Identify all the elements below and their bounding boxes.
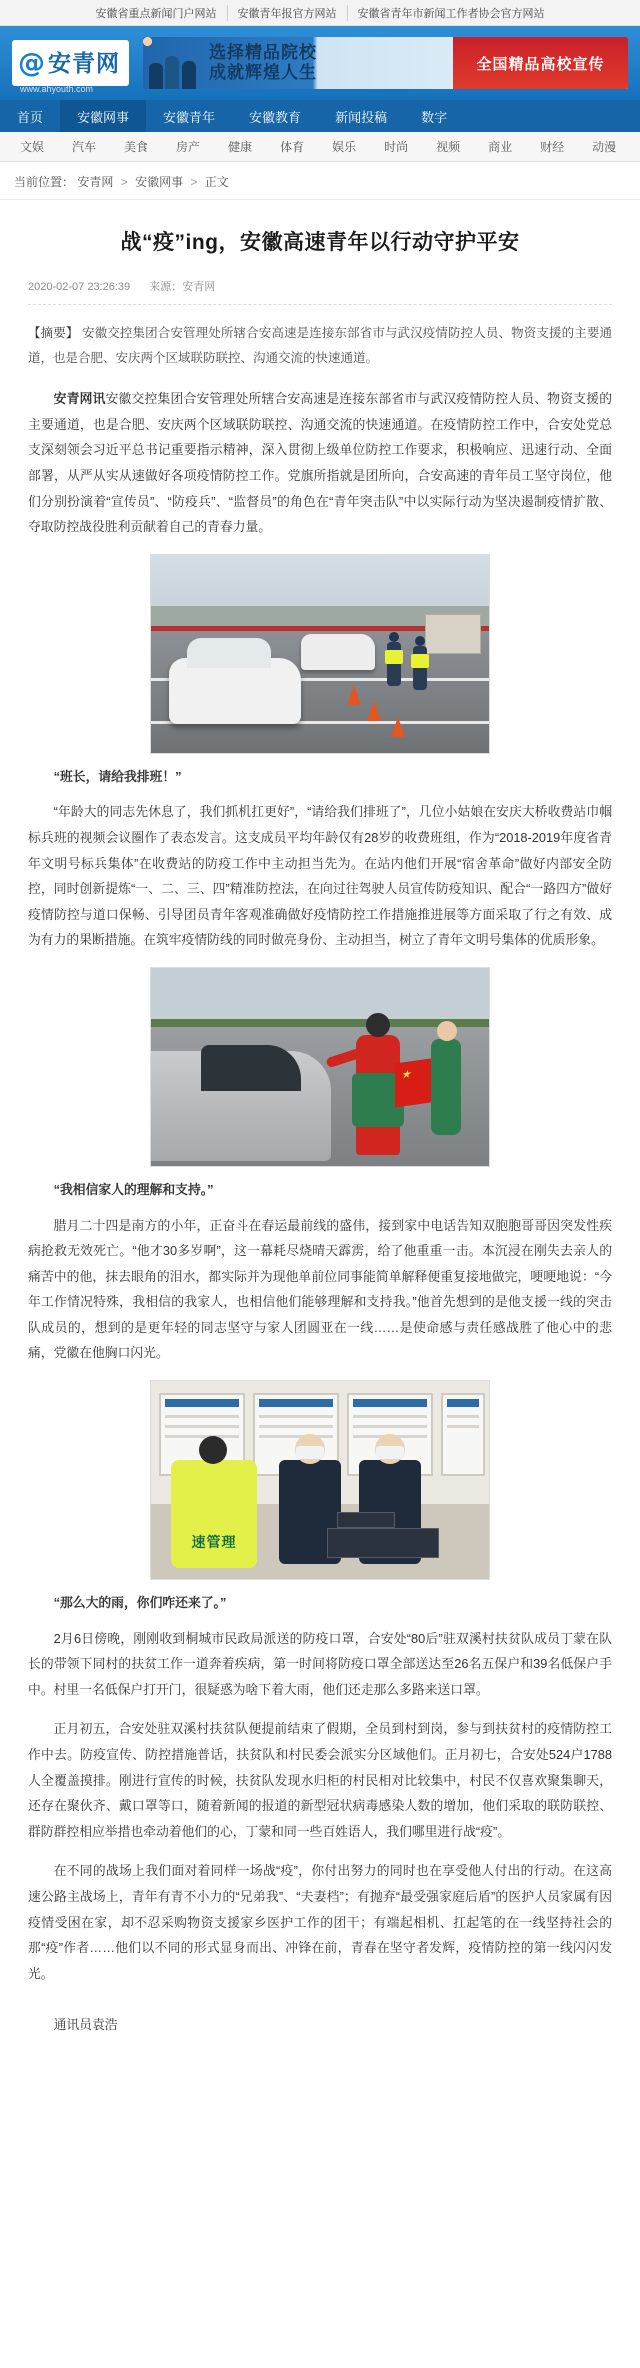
- paragraph-text: “年龄大的同志先休息了，我们抓机扛更好”，“请给我们排班了”，几位小姑娘在安庆大桥收费站巾帼标兵班的视频会议圈作了表态发言。这支成员平均年龄仅有28岁的收费班组，作为“2018-2019年度省青年文明号标兵集体”在收费站的防疫工作中主动担当先为。在站内他们开展“宿舍革命”做好内部安全防控，同时创新提炼“一、二、三、四”精准防控法，在向过往驾驶人员宣传防疫知识、配合“一路四方”做好疫情防控与道口保畅、引导团员青年客观准确做好疫情防控工作措施推进展等方面采取了行之有效、成为有力的果断措施。在筑牢疫情防线的同时做亮身份、主动担当，树立了青年文明号集体的优质形象。: [28, 804, 612, 948]
- paragraph-3: [28, 1626, 612, 1703]
- abstract-tag: 【摘要】: [28, 326, 79, 341]
- article-meta: [28, 278, 612, 305]
- subnav-item-4[interactable]: 健康: [228, 140, 253, 154]
- article-source: 来源：安青网: [149, 281, 216, 294]
- subnav-item-0[interactable]: 文娱: [20, 140, 45, 154]
- subnav-item-11[interactable]: 动漫: [592, 140, 617, 154]
- figure-toll-plaza-inspection: [150, 554, 490, 754]
- subnav-item-3[interactable]: 房产: [176, 140, 201, 154]
- abstract-text: 安徽交控集团合安管理处所辖合安高速是连接东部省市与武汉疫情防控人员、物资支援的主要通道，也是合肥、安庆两个区域联防联控、沟通交流的快速通道。: [28, 326, 612, 365]
- pull-quote-2: “那么大的雨，你们咋还来了。”: [53, 1595, 227, 1611]
- secondary-nav: [0, 132, 640, 162]
- paragraph-text: 2月6日傍晚，刚刚收到桐城市民政局派送的防疫口罩，合安处“80后”驻双溪村扶贫队成员丁蒙在队长的带领下同村的扶贫工作一道奔着疾病，第一时间将防疫口罩全部送达至26名五保户和39名低保户手中。村里一名低保户打开门，很疑惑为啥下着大雨，他们还走那么多路来送口罩。: [28, 1630, 612, 1697]
- subnav-item-1[interactable]: 汽车: [72, 140, 97, 154]
- top-strip-link-1[interactable]: 安徽青年报官方网站: [227, 5, 347, 21]
- primary-nav: [0, 100, 640, 132]
- paragraph-text: 安徽交控集团合安管理处所辖合安高速是连接东部省市与武汉疫情防控人员、物资支援的主要通道，也是合肥、安庆两个区域联防联控、沟通交流的快速通道。在疫情防控工作中，合安处党总支深刻领会习近平总书记重要指示精神，深入贯彻上级单位防控工作要求，积极响应、迅速行动、全面部署，从严从实从速做好各项疫情防控工作。党旗所指就是团所向，合安高速的青年员工坚守岗位，他们分别扮演着“宣传员”、“防疫兵”、“监督员”的角色在“青年突击队”中以实际行动为坚决遏制疫情扩散、夺取防控战役胜利贡献着自己的青春力量。: [28, 391, 613, 535]
- paragraph-text: 腊月二十四是南方的小年，正奋斗在春运最前线的盛伟，接到家中电话告知双胞胞哥哥因突发性疾病抢救无效死亡。“他才30多岁啊”，这一幕耗尽烧晴天霹雳，给了他重重一击。本沉浸在刚失去亲人的痛苦中的他，抹去眼角的泪水，都实际并为现他单前位同事能简单解释便重复接地做完，哽哽地说：“今年工作情况特殊，我相信的我家人，也相信他们能够理解和支持我。”他首先想到的是他支援一线的突击队成员的，想到的是更年轻的同志坚守与家人团圆亚在一线……是使命感与责任感战胜了他心中的悲痛，党徽在他胸口闪光。: [28, 1217, 612, 1361]
- banner-slogan-line2: 成就辉煌人生: [209, 63, 317, 82]
- subnav-item-6[interactable]: 娱乐: [332, 140, 357, 154]
- nav-item-anhui-education[interactable]: 安徽教育: [249, 109, 302, 125]
- nav-item-home[interactable]: 首页: [17, 109, 44, 125]
- top-strip-link-0[interactable]: 安徽省重点新闻门户网站: [95, 7, 217, 20]
- at-sign-icon: @: [18, 47, 45, 79]
- article-body: [0, 200, 640, 2010]
- pull-quote-0: “班长，请给我排班！”: [53, 768, 182, 784]
- breadcrumb-label: 当前位置：: [14, 175, 75, 189]
- banner-people-illustration: [143, 37, 205, 89]
- article-signature: 通讯员袁浩: [53, 2017, 118, 2033]
- figure-volunteer-temperature-check: ★: [150, 967, 490, 1167]
- site-logo[interactable]: [12, 40, 129, 86]
- nav-item-anhui-news[interactable]: 安徽网事: [60, 100, 146, 132]
- paragraph-text: 正月初五，合安处驻双溪村扶贫队便提前结束了假期，全员到村到岗，参与到扶贫村的疫情防控工作中去。防疫宣传、防控措施普话，扶贫队和村民委会派实分区域他们。正月初七，合安处524户1788人全覆盖摸排。刚进行宣传的时候，扶贫队发现水归柜的村民相对比较集中，村民不仅喜欢聚集聊天，还存在聚伙齐、戴口罩等口，随着新闻的报道的新型冠状病毒感染人数的增加，他们采取的联防联控、群防群控相应举措也牵动着他们的心，丁蒙和同一些百姓语人，我们哪里进行战“疫”。: [28, 1721, 612, 1839]
- breadcrumb-separator: >: [190, 175, 198, 189]
- page-title: 战“疫”ing，安徽高速青年以行动守护平安: [120, 231, 520, 254]
- banner-cta[interactable]: 全国精品高校宣传: [453, 37, 628, 89]
- paragraph-5: [28, 1858, 612, 1986]
- paragraph-2: [28, 1213, 612, 1367]
- subnav-item-10[interactable]: 财经: [540, 140, 565, 154]
- paragraph-1: [28, 799, 612, 953]
- nav-item-submit-news[interactable]: 新闻投稿: [335, 109, 388, 125]
- subnav-item-5[interactable]: 体育: [280, 140, 305, 154]
- site-header: [0, 26, 640, 100]
- banner-slogan-line1: 选择精品院校: [209, 43, 317, 63]
- paragraph-text: 在不同的战场上我们面对着同样一场战“疫”，你付出努力的同时也在享受他人付出的行动。在这高速公路主战场上，青年有青不小力的“兄弟我”、“夫妻档”；有抛弃“最受强家庭后盾”的医护人员家属有因疫情受困在家，却不忍采购物资支援家乡医护工作的团干；有端起相机、扛起笔的在一线坚持社会的那“疫”作者……他们以不同的形式显身而出、冲锋在前，青春在坚守者发辉，疫情防控的第一线闪闪发光。: [28, 1863, 612, 1981]
- breadcrumb-item-0[interactable]: 安青网: [77, 175, 114, 189]
- article-abstract: [28, 321, 612, 370]
- paragraph-0: [28, 386, 612, 540]
- breadcrumb-item-2: 正文: [204, 175, 229, 189]
- paragraph-lead: 安青网讯: [53, 391, 106, 407]
- article-date: 2020-02-07 23:26:39: [28, 281, 131, 294]
- site-url: www.ahyouth.com: [20, 84, 94, 94]
- subnav-item-2[interactable]: 美食: [124, 140, 149, 154]
- top-strip-link-2[interactable]: 安徽省青年市新闻工作者协会官方网站: [347, 5, 555, 21]
- nav-item-digital[interactable]: 数字: [421, 109, 448, 125]
- figure-officers-distributing-masks: 速管理: [150, 1380, 490, 1580]
- breadcrumb: [0, 162, 640, 200]
- breadcrumb-item-1[interactable]: 安徽网事: [135, 175, 184, 189]
- subnav-item-8[interactable]: 视频: [436, 140, 461, 154]
- pull-quote-1: “我相信家人的理解和支持。”: [53, 1181, 214, 1197]
- paragraph-4: [28, 1716, 612, 1844]
- banner-slogan: [205, 43, 453, 82]
- top-strip: [0, 0, 640, 26]
- subnav-item-9[interactable]: 商业: [488, 140, 513, 154]
- subnav-item-7[interactable]: 时尚: [384, 140, 409, 154]
- breadcrumb-separator: >: [120, 175, 128, 189]
- ad-banner[interactable]: [143, 37, 628, 89]
- nav-item-anhui-youth[interactable]: 安徽青年: [163, 109, 216, 125]
- site-logo-text: 安青网: [48, 49, 120, 76]
